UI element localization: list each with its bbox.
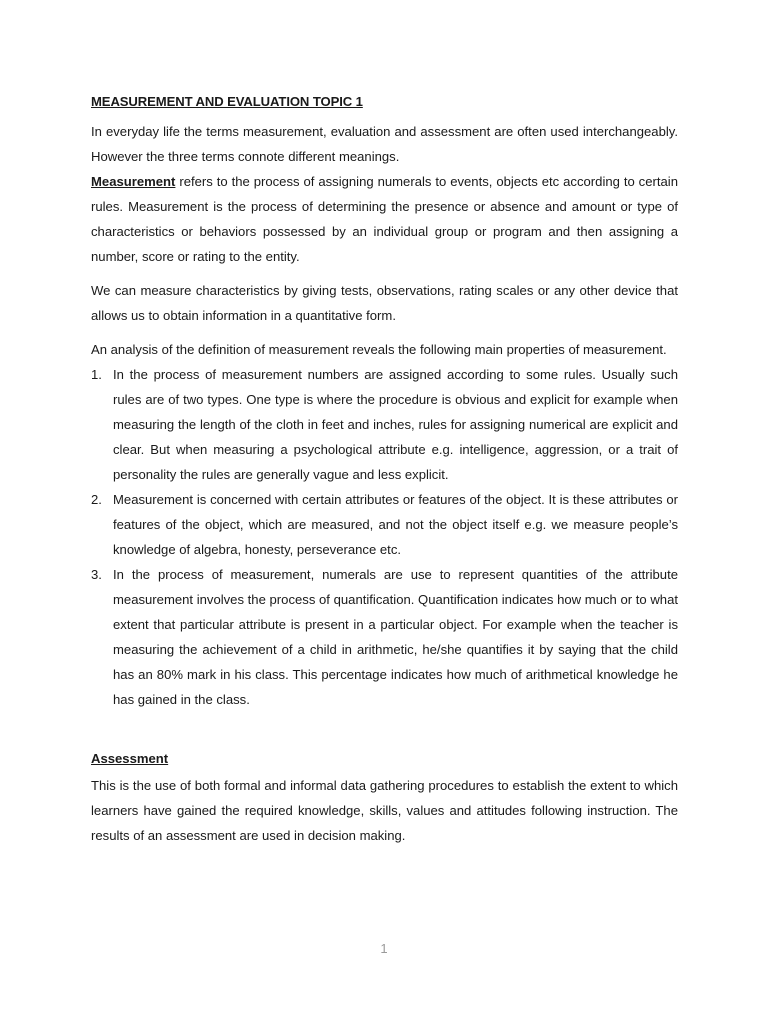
document-page — [91, 92, 678, 848]
list-item — [91, 362, 678, 487]
assessment-paragraph: This is the use of both formal and informal data gathering procedures to establish the extent to which learners have gained the required knowledge, skills, values and attitudes following instruction. The results of an assessment are used in decision making. — [91, 778, 678, 843]
assessment-heading-line — [91, 749, 678, 769]
list-item — [91, 487, 678, 562]
list-item-text: In the process of measurement numbers are assigned according to some rules. Usually such rules are of two types. One type is where the procedure is obvious and explicit for example when measuring the length of the cloth in feet and inches, rules for assigning numerical are explicit and clear. But when measuring a psychological attribute e.g. intelligence, aggression, or a trait of personality the rules are generally vague and less explicit. — [113, 367, 678, 482]
intro-paragraph: In everyday life the terms measurement, evaluation and assessment are often used interchangeably. However the three terms connote different meanings. — [91, 124, 678, 164]
measurement-term: Measurement — [91, 174, 176, 189]
page-number: 1 — [380, 941, 388, 956]
list-item-text: Measurement is concerned with certain attributes or features of the object. It is these attributes or features of the object, which are measured, and not the object itself e.g. we measure people’s knowledge of algebra, honesty, perseverance etc. — [113, 492, 678, 557]
analysis-paragraph: An analysis of the definition of measurement reveals the following main properties of measurement. — [91, 342, 667, 357]
assessment-heading: Assessment — [91, 751, 169, 766]
list-item-text: In the process of measurement, numerals are use to represent quantities of the attribute measurement involves the process of quantification. Quantification indicates how much or to what extent that particular attribute is present in a particular object. For example when the teacher is measuring the achievement of a child in arithmetic, he/she quantifies it by saying that the child has an 80% mark in his class. This percentage indicates how much of arithmetical knowledge he has gained in the class. — [113, 567, 678, 707]
measurement-definition-text: refers to the process of assigning numerals to events, objects etc according to certain rules. Measurement is the process of determining the presence or absence and amount or type of characteristics or behaviors possessed by an individual group or program and then assigning a number, score or rating to the entity. — [91, 174, 678, 264]
list-item — [91, 562, 678, 712]
measure-characteristics-paragraph: We can measure characteristics by giving tests, observations, rating scales or any other device that allows us to obtain information in a quantitative form. — [91, 283, 678, 323]
list-item-number: 2. — [91, 492, 102, 507]
measurement-definition-paragraph — [91, 169, 678, 269]
list-item-number: 3. — [91, 567, 102, 582]
document-title: MEASUREMENT AND EVALUATION TOPIC 1 — [91, 94, 363, 109]
list-item-number: 1. — [91, 367, 102, 382]
properties-list — [91, 362, 678, 712]
